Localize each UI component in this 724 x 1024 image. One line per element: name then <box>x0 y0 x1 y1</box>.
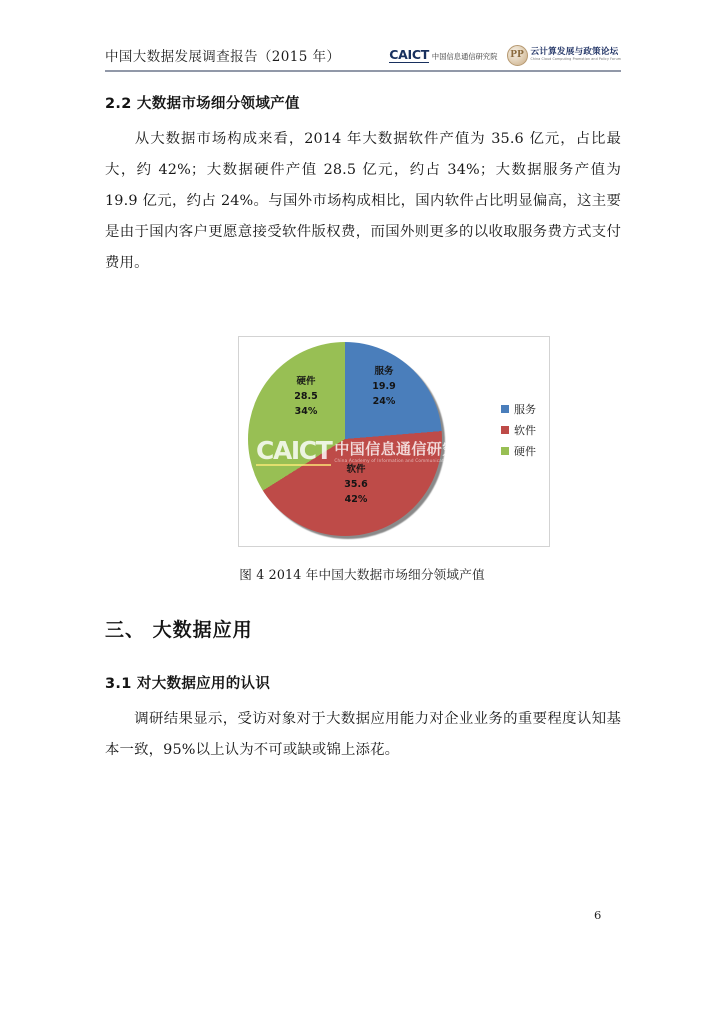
slice-label-hardware-name: 硬件 <box>296 376 316 387</box>
slice-label-software-name: 软件 <box>346 464 366 475</box>
cloud-forum-logo-label: 云计算发展与政策论坛 <box>530 47 619 58</box>
legend-swatch-software <box>501 426 509 434</box>
caict-logo-mark: CAICT <box>389 46 429 62</box>
caict-watermark-label: 中国信息通信研究院 <box>334 440 474 459</box>
section-2-2-heading: 2.2 大数据市场细分领域产值 <box>105 96 300 112</box>
slice-label-service <box>348 364 420 409</box>
slice-label-service-percent: 24% <box>372 396 396 407</box>
slice-label-software-percent: 42% <box>344 494 368 505</box>
slice-label-hardware-value: 28.5 <box>294 391 318 402</box>
slice-label-hardware-percent: 34% <box>294 406 318 417</box>
section-3-heading: 三、 大数据应用 <box>105 619 253 641</box>
slice-label-hardware <box>270 374 342 419</box>
legend-swatch-service <box>501 405 509 413</box>
pie-chart <box>238 336 550 547</box>
slice-label-service-name: 服务 <box>374 366 394 377</box>
legend-swatch-hardware <box>501 447 509 455</box>
header-divider <box>105 70 621 72</box>
header-logos <box>389 45 621 66</box>
section-2-2-paragraph-text: 从大数据市场构成来看，2014 年大数据软件产值为 35.6 亿元，占比最大，约 42%；大数据硬件产值 28.5 亿元，约占 34%；大数据服务产值为 19.9 亿元，约占 24%。与国外市场构成相比，国内软件占比明显偏高，这主要是由于国内客户更愿意接受软件版权费，而国外则更多的以收取服务费方式支付费用。 <box>105 131 621 271</box>
caict-logo <box>389 48 497 63</box>
section-3-1-heading: 3.1 对大数据应用的认识 <box>105 676 271 692</box>
legend-label-software: 软件 <box>514 424 536 437</box>
legend-item-hardware <box>501 443 536 459</box>
legend-label-service: 服务 <box>514 403 536 416</box>
section-2-2-paragraph <box>105 124 621 279</box>
pie-graphic <box>248 342 481 540</box>
cloud-forum-badge-glyph: PP <box>510 49 524 60</box>
slice-label-service-value: 19.9 <box>372 381 396 392</box>
slice-label-software-value: 35.6 <box>344 479 368 490</box>
caict-watermark-mark: CAICT <box>256 435 332 465</box>
slice-label-software <box>320 462 392 507</box>
header-title: 中国大数据发展调查报告（2015 年） <box>105 49 341 65</box>
cloud-forum-badge-icon <box>507 45 528 66</box>
caict-logo-label: 中国信息通信研究院 <box>431 51 498 61</box>
section-3-1-paragraph-text: 调研结果显示，受访对象对于大数据应用能力对企业业务的重要程度认知基本一致，95%以上认为不可或缺或锦上添花。 <box>105 711 621 758</box>
figure-caption: 图 4 2014 年中国大数据市场细分领域产值 <box>239 567 485 582</box>
cloud-forum-logo <box>507 45 621 66</box>
legend-label-hardware: 硬件 <box>514 445 536 458</box>
legend-item-service <box>501 401 536 417</box>
chart-legend <box>501 401 536 459</box>
cloud-forum-logo-sublabel: China Cloud Computing Promotion and Policy Forum <box>530 57 621 62</box>
caict-watermark-sublabel: China Academy of Information and Communications Technology <box>334 457 481 463</box>
legend-item-software <box>501 422 536 438</box>
section-3-1-paragraph <box>105 704 621 766</box>
page-header <box>105 42 621 68</box>
cloud-forum-logo-text <box>531 48 621 62</box>
page-number: 6 <box>594 908 602 922</box>
